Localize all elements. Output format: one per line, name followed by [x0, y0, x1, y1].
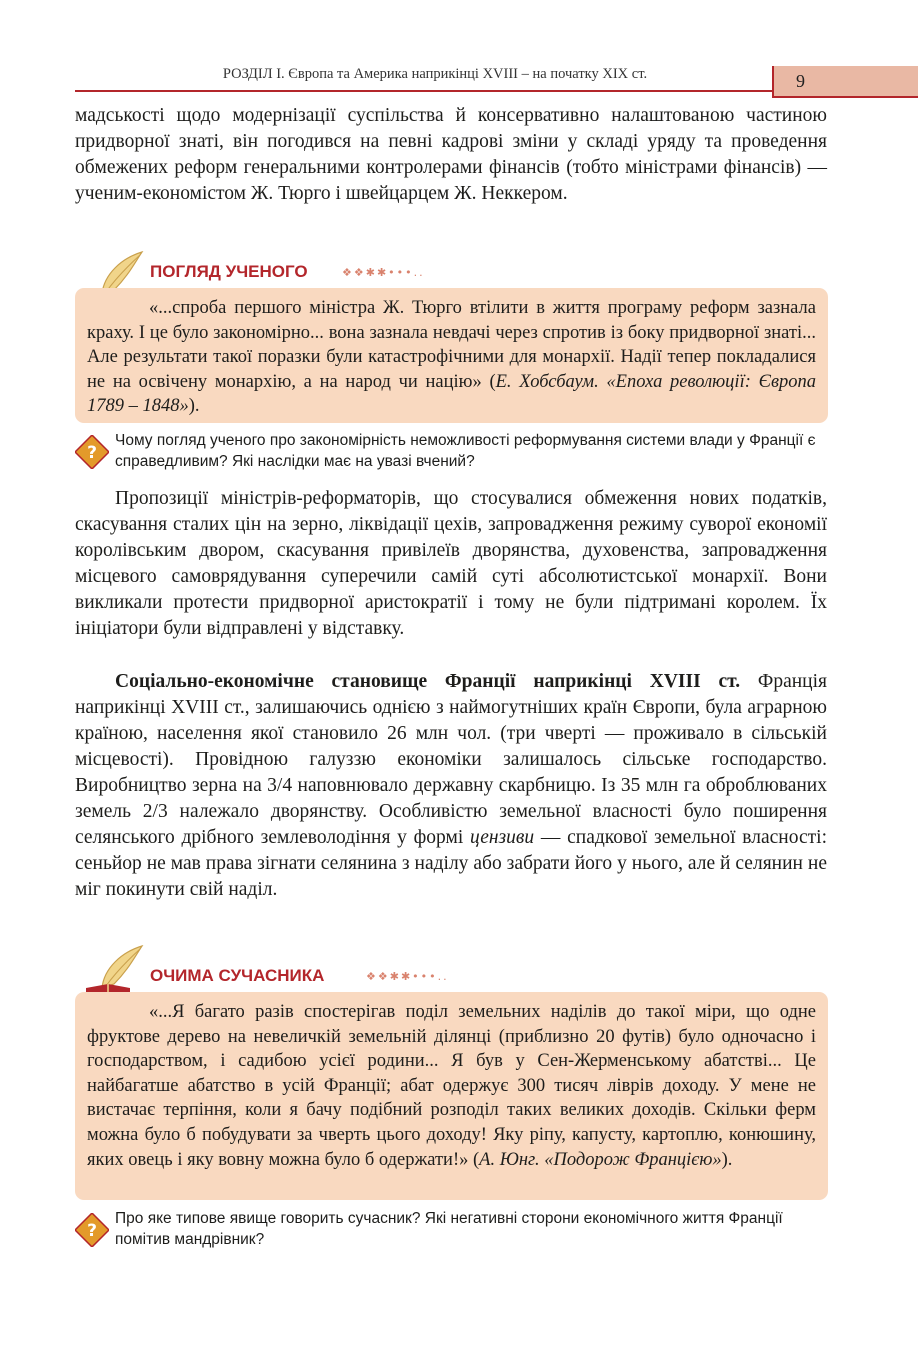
contemporary-question: Про яке типове явище говорить сучасник? Які негативні сторони економічного життя Франції помітив мандрівник?	[115, 1210, 783, 1248]
svg-text:?: ?	[87, 443, 97, 463]
scholar-quote-box	[75, 288, 828, 423]
scholar-citation: Е. Хобсбаум. «Епоха революції: Європа 1789 – 1848»	[87, 371, 816, 417]
scholar-closing: ).	[188, 396, 200, 417]
contemporary-quote	[87, 1000, 816, 1172]
contemporary-quote-box	[75, 992, 828, 1200]
economy-heading: Соціально-економічне становище Франції наприкінці XVIII ст.	[115, 671, 741, 692]
section-heading-scholar: ПОГЛЯД УЧЕНОГО	[150, 262, 308, 281]
reforms-paragraph: Пропозиції міністрів-реформаторів, що стосувалися обмеження нових податків, скасування сталих цін на зерно, ліквідації цехів, запровадження режиму суворої економії королівським двором, скасування привілеїв дворянства, духовенства, запровадження місцевого самоврядування суперечили самій суті абсолютистської монархії. Вони викликали протести придворної аристократії і тому не були підтримані королем. Їх ініціатори були відправлені у відставку.	[75, 488, 827, 639]
decorative-dots: ❖❖✱✱•••..	[366, 970, 449, 983]
contemporary-quote-text: «...Я багато разів спостерігав поділ земельних наділів до такої міри, що одне фруктове дерево на невеличкій земельній ділянці (приблизно 20 футів) було одночасно і господарством, і садибою усієї родини... Я був у Сен-Жерменському абатстві... Це найбагатше абатство в усій Франції; абат одержує 300 тисяч ліврів доходу. У мене не вистачає терпіння, коли я бачу подібний розподіл таких великих доходів. Скільки ферм можна було б побудувати за чверть цього доходу! Яку ріпу, капусту, картоплю, конюшину, яких овець і яку вовну можна було б одержати!» (	[87, 1002, 816, 1170]
svg-text:?: ?	[87, 1221, 97, 1241]
scholar-quote	[87, 296, 816, 419]
intro-paragraph: мадськості щодо модернізації суспільства й консервативно налаштованою частиною придворної знаті, він погодився на певні кадрові зміни у складі уряду та проведення обмежених реформ генеральними контролерами фінансів (тобто міністрами фінансів) — ученим-економістом Ж. Тюрго і швейцарцем Ж. Неккером.	[75, 105, 827, 204]
decorative-dots: ❖❖✱✱•••..	[342, 266, 425, 279]
scholar-quote-text: «...спроба першого міністра Ж. Тюрго втілити в життя програму реформ зазнала краху. І це було закономірно... вона зазнала невдачі через спротив із боку придворної знаті... Але результати такої поразки були катастрофічними для монархії. Надії тепер покладалися не на освічену монархію, а на народ чи націю» (	[87, 298, 816, 392]
page-number: 9	[796, 71, 805, 91]
contemporary-closing: ).	[721, 1149, 733, 1170]
question-diamond-icon	[75, 1213, 109, 1247]
question-diamond-icon	[75, 435, 109, 469]
header-rule	[75, 90, 775, 92]
economy-term: цензиви	[469, 827, 535, 848]
economy-text-2: — спадкової земельної власності: сеньйор не мав права зігнати селянина з наділу або забрати його у нього, але й селянин не міг покинути свій наділ.	[75, 827, 827, 900]
page-number-tab	[772, 66, 918, 98]
section-heading-contemporary: ОЧИМА СУЧАСНИКА	[150, 966, 325, 985]
running-header: РОЗДІЛ І. Європа та Америка наприкінці ХVІІІ – на початку ХІХ ст.	[222, 66, 648, 82]
economy-text-1: Франція наприкінці XVIII ст., залишаючись однією з наймогутніших країн Європи, була аграрною країною, населення якої становило 26 млн чол. (три чверті — проживало в сільській місцевості). Провідною галуззю економіки залишалось сільське господарство. Виробництво зерна на 3/4 наповнювало державну скарбницю. Із 35 млн га оброблюваних земель 2/3 належало дворянству. Особливістю земельної власності було поширення селянського дрібного землеволодіння у формі	[75, 671, 827, 848]
economy-paragraph	[75, 669, 827, 903]
scholar-question: Чому погляд ученого про закономірність неможливості реформування системи влади у Франції є справедливим? Які наслідки має на увазі вчений?	[115, 432, 816, 470]
contemporary-citation: А. Юнг. «Подорож Францією»	[479, 1149, 722, 1170]
